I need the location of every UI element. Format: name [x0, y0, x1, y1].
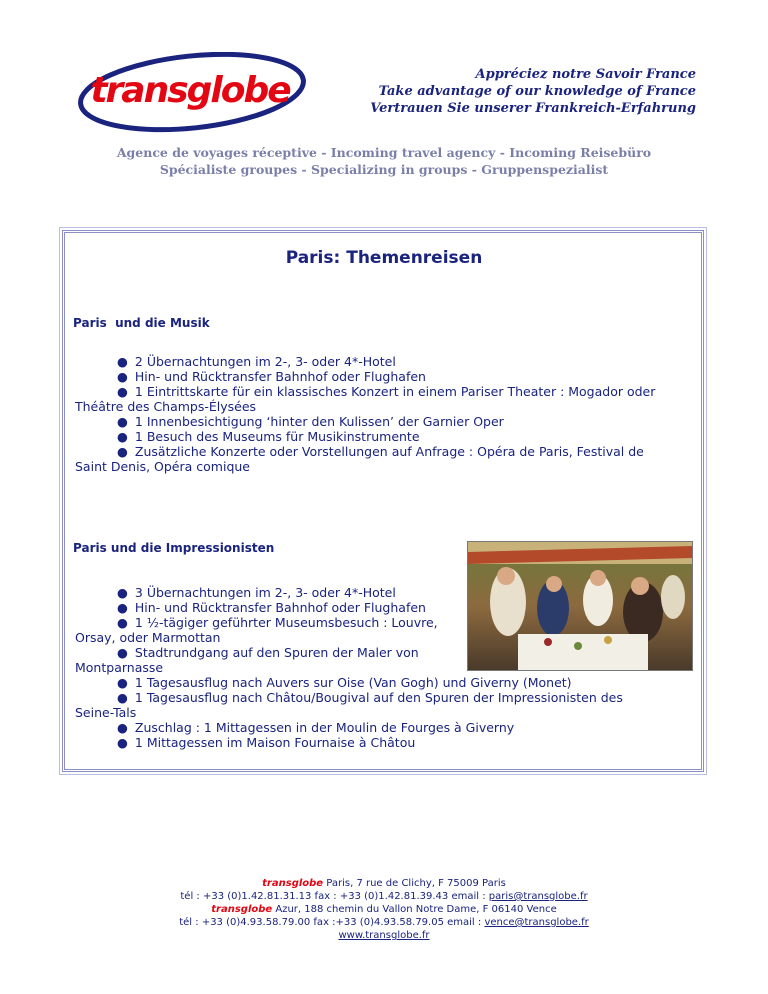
tagline-de: Vertrauen Sie unserer Frankreich-Erfahrung	[370, 101, 696, 116]
vence-email-link[interactable]: vence@transglobe.fr	[484, 917, 589, 928]
bullet-icon: ●	[117, 429, 128, 444]
section-title-music: Paris und die Musik	[73, 316, 210, 330]
list-item: ● 1 Tagesausflug nach Auvers sur Oise (Van Gogh) und Giverny (Monet)	[117, 675, 572, 690]
bullet-icon: ●	[117, 735, 128, 750]
list-item-continued: Seine-Tals	[75, 705, 137, 720]
bullet-icon: ●	[117, 690, 128, 705]
footer-azur-contact: tél : +33 (0)4.93.58.79.00 fax :+33 (0)4.93.58.79.05 email : vence@transglobe.fr	[179, 917, 589, 928]
tagline-fr: Appréciez notre Savoir France	[475, 67, 696, 82]
bullet-icon: ●	[117, 414, 128, 429]
bullet-icon: ●	[117, 444, 128, 459]
tagline-en: Take advantage of our knowledge of France	[378, 84, 696, 99]
list-item: ● 1 Besuch des Museums für Musikinstrumente	[117, 429, 420, 444]
bullet-icon: ●	[117, 615, 128, 630]
subhead-line-1: Agence de voyages réceptive - Incoming travel agency - Incoming Reisebüro	[116, 145, 652, 160]
list-item-continued: Théâtre des Champs-Élysées	[75, 399, 257, 414]
taglines	[336, 66, 696, 117]
transglobe-logo	[74, 52, 306, 134]
list-item: ● 1 ½-tägiger geführter Museumsbesuch : Louvre,	[117, 615, 438, 630]
list-item-continued: Montparnasse	[75, 660, 164, 675]
list-item: ● Zuschlag : 1 Mittagessen in der Moulin de Fourges à Giverny	[117, 720, 515, 735]
footer-brand: transglobe	[211, 904, 273, 915]
agency-subheading	[0, 144, 768, 178]
footer-brand: transglobe	[262, 878, 324, 889]
bullet-icon: ●	[117, 600, 128, 615]
list-item: ● Stadtrundgang auf den Spuren der Maler von	[117, 645, 419, 660]
list-item: ● 1 Innenbesichtigung ‘hinter den Kulissen’ der Garnier Oper	[117, 414, 504, 429]
list-item: ● 1 Eintrittskarte für ein klassisches Konzert in einem Pariser Theater : Mogador oder	[117, 384, 656, 399]
page-title: Paris: Themenreisen	[285, 248, 483, 268]
section-title-impressionists: Paris und die Impressionisten	[73, 541, 275, 555]
website-link[interactable]: www.transglobe.fr	[338, 930, 430, 941]
footer	[0, 877, 768, 942]
logo-text: transglobe	[90, 70, 290, 111]
paris-email-link[interactable]: paris@transglobe.fr	[488, 891, 588, 902]
list-item: ● 1 Mittagessen im Maison Fournaise à Châtou	[117, 735, 416, 750]
bullet-icon: ●	[117, 675, 128, 690]
bullet-icon: ●	[117, 384, 128, 399]
list-item: ● Hin- und Rücktransfer Bahnhof oder Flughafen	[117, 369, 426, 384]
list-item: ● 3 Übernachtungen im 2-, 3- oder 4*-Hotel	[117, 585, 396, 600]
bullet-icon: ●	[117, 354, 128, 369]
bullet-icon: ●	[117, 585, 128, 600]
footer-paris-contact: tél : +33 (0)1.42.81.31.13 fax : +33 (0)1.42.81.39.43 email : paris@transglobe.fr	[180, 891, 588, 902]
list-item: ● Zusätzliche Konzerte oder Vorstellungen auf Anfrage : Opéra de Paris, Festival de	[117, 444, 644, 459]
list-item-continued: Orsay, oder Marmottan	[75, 630, 221, 645]
list-item: ● Hin- und Rücktransfer Bahnhof oder Flughafen	[117, 600, 426, 615]
bullet-icon: ●	[117, 645, 128, 660]
footer-azur-address: transglobe Azur, 188 chemin du Vallon Notre Dame, F 06140 Vence	[211, 904, 557, 915]
list-item: ● 1 Tagesausflug nach Châtou/Bougival auf den Spuren der Impressionisten des	[117, 690, 623, 705]
list-item-continued: Saint Denis, Opéra comique	[75, 459, 250, 474]
footer-website	[0, 929, 768, 942]
bullet-icon: ●	[117, 720, 128, 735]
music-item-list	[75, 354, 697, 474]
footer-paris-address: transglobe Paris, 7 rue de Clichy, F 75009 Paris	[262, 878, 506, 889]
impressionists-item-list	[75, 585, 697, 750]
subhead-line-2: Spécialiste groupes - Specializing in groups - Gruppenspezialist	[159, 162, 609, 177]
list-item: ● 2 Übernachtungen im 2-, 3- oder 4*-Hotel	[117, 354, 396, 369]
bullet-icon: ●	[117, 369, 128, 384]
